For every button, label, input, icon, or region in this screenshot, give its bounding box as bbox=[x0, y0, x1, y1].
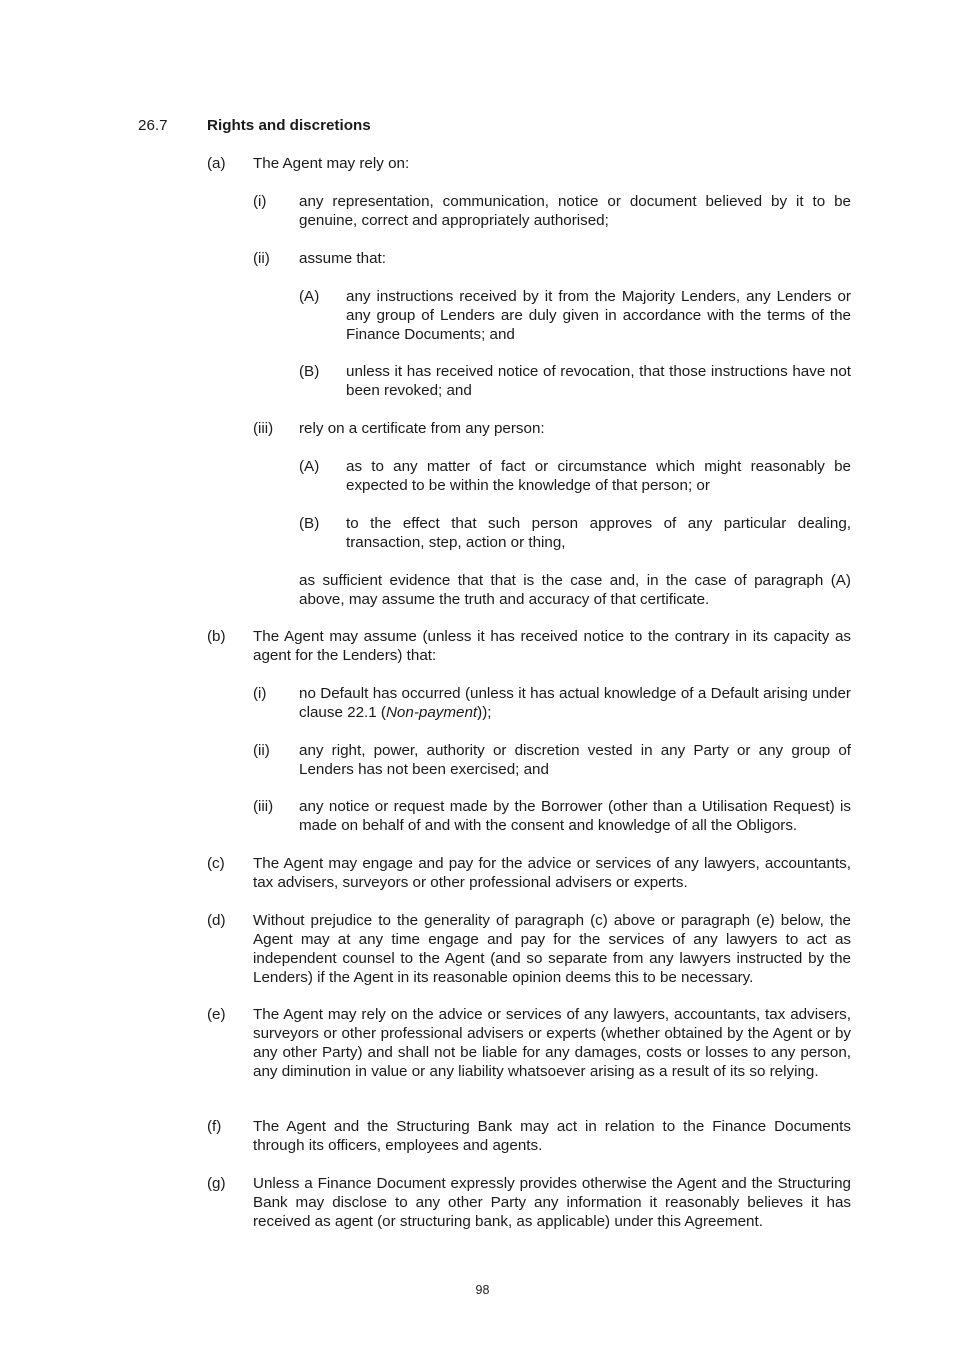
paragraph-label: (g) bbox=[207, 1175, 226, 1192]
text-segment: no Default has occurred (unless it has actual knowledge of a Default arising under clause 22.1 ( bbox=[299, 685, 851, 721]
paragraph-text: any notice or request made by the Borrower (other than a Utilisation Request) is made on behalf of and with the consent and knowledge of all the Obligors. bbox=[299, 798, 851, 834]
paragraph-text: Unless a Finance Document expressly provides otherwise the Agent and the Structuring Bank may disclose to any other Party any information it reasonably believes it has received as agent (or structuring bank, as applicable) under this Agreement. bbox=[253, 1175, 851, 1230]
page-number: 98 bbox=[475, 1283, 490, 1297]
paragraph-c bbox=[207, 854, 851, 892]
paragraph-text: to the effect that such person approves of any particular dealing, transaction, step, action or thing, bbox=[346, 515, 851, 551]
paragraph-label: (ii) bbox=[253, 250, 270, 267]
paragraph-d bbox=[207, 911, 851, 987]
paragraph-label: (A) bbox=[299, 288, 320, 305]
paragraph-text: The Agent may assume (unless it has received notice to the contrary in its capacity as agent for the Lenders) that: bbox=[253, 628, 851, 664]
paragraph-b bbox=[207, 627, 851, 665]
paragraph-text: any instructions received by it from the Majority Lenders, any Lenders or any group of Lenders are duly given in accordance with the terms of the Finance Documents; and bbox=[346, 288, 851, 343]
paragraph-a-i bbox=[253, 192, 851, 230]
paragraph-a-iii-B bbox=[299, 514, 851, 552]
paragraph-text bbox=[299, 684, 851, 722]
section-title: Rights and discretions bbox=[207, 117, 371, 134]
paragraph-a-ii bbox=[253, 249, 851, 268]
paragraph-text: Without prejudice to the generality of paragraph (c) above or paragraph (e) below, the Agent may at any time engage and pay for the services of any lawyers to act as independent counsel to the Agent (and so separate from any lawyers instructed by the Lenders) if the Agent in its reasonable opinion deems this to be necessary. bbox=[253, 912, 851, 986]
paragraph-label: (A) bbox=[299, 458, 320, 475]
paragraph-a-iii-A bbox=[299, 457, 851, 495]
text-segment: )); bbox=[477, 704, 492, 721]
paragraph-a-iii-tail: as sufficient evidence that that is the case and, in the case of paragraph (A) above, may assume the truth and accuracy of that certificate. bbox=[299, 572, 851, 608]
paragraph-label: (iii) bbox=[253, 798, 274, 815]
paragraph-label: (b) bbox=[207, 628, 226, 645]
paragraph-label: (ii) bbox=[253, 742, 270, 759]
paragraph-label: (i) bbox=[253, 193, 267, 210]
paragraph-text: assume that: bbox=[299, 250, 386, 267]
section-number: 26.7 bbox=[138, 117, 168, 134]
paragraph-label: (e) bbox=[207, 1006, 226, 1023]
paragraph-label: (B) bbox=[299, 363, 320, 380]
paragraph-a-ii-B bbox=[299, 362, 851, 400]
paragraph-text: The Agent may rely on: bbox=[253, 155, 410, 172]
paragraph-label: (d) bbox=[207, 912, 226, 929]
paragraph-label: (iii) bbox=[253, 420, 274, 437]
paragraph-text: rely on a certificate from any person: bbox=[299, 420, 545, 437]
paragraph-label: (i) bbox=[253, 685, 267, 702]
paragraph-a-iii bbox=[253, 419, 851, 438]
paragraph-b-i bbox=[253, 684, 851, 722]
paragraph-b-ii bbox=[253, 741, 851, 779]
paragraph-b-iii bbox=[253, 797, 851, 835]
paragraph-a bbox=[207, 154, 851, 173]
paragraph-text: any right, power, authority or discretion vested in any Party or any group of Lenders has not been exercised; and bbox=[299, 742, 851, 778]
paragraph-text: as to any matter of fact or circumstance which might reasonably be expected to be within the knowledge of that person; or bbox=[346, 458, 851, 494]
paragraph-label: (c) bbox=[207, 855, 225, 872]
paragraph-label: (B) bbox=[299, 515, 320, 532]
paragraph-text: The Agent and the Structuring Bank may act in relation to the Finance Documents through its officers, employees and agents. bbox=[253, 1118, 851, 1154]
paragraph-label: (a) bbox=[207, 155, 226, 172]
paragraph-text: The Agent may rely on the advice or services of any lawyers, accountants, tax advisers, surveyors or other professional advisers or experts (whether obtained by the Agent or by any other Party) and shall not be liable for any damages, costs or losses to any person, any diminution in value or any liability whatsoever arising as a result of its so relying. bbox=[253, 1006, 851, 1080]
paragraph-text: The Agent may engage and pay for the advice or services of any lawyers, accountants, tax advisers, surveyors or other professional advisers or experts. bbox=[253, 855, 851, 891]
paragraph-text: unless it has received notice of revocation, that those instructions have not been revoked; and bbox=[346, 363, 851, 399]
italic-term: Non-payment bbox=[385, 704, 478, 721]
paragraph-e bbox=[207, 1005, 851, 1081]
paragraph-label: (f) bbox=[207, 1118, 222, 1135]
paragraph-g bbox=[207, 1174, 851, 1231]
paragraph-a-ii-A bbox=[299, 287, 851, 344]
paragraph-text: any representation, communication, notice or document believed by it to be genuine, correct and appropriately authorised; bbox=[299, 193, 851, 229]
paragraph-f bbox=[207, 1117, 851, 1155]
